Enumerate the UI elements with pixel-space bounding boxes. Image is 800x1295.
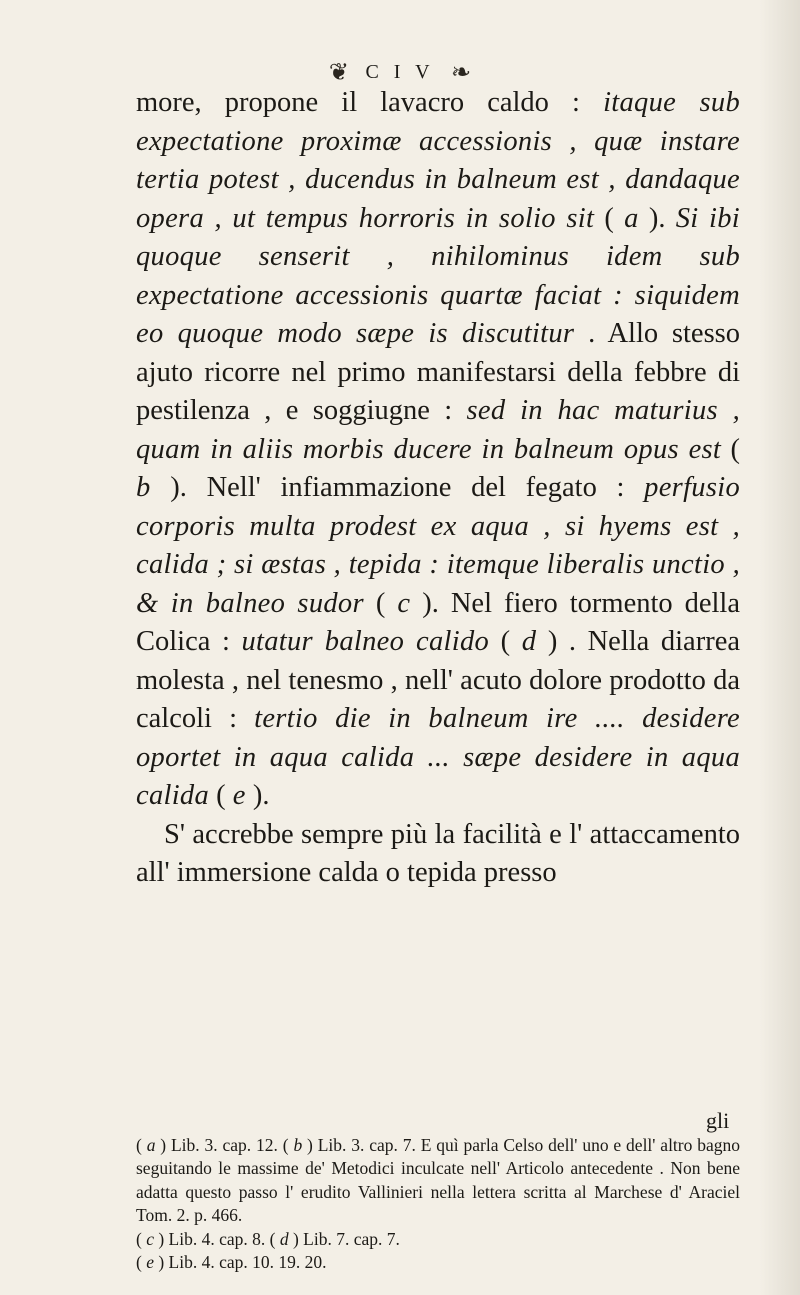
paragraph-1 [136,84,740,816]
text-run: ( [363,587,398,619]
note-letter-c: c [146,1228,154,1249]
latin-quote: utatur balneo calido [241,626,490,657]
text-run: more, propone il lavacro caldo : [136,87,604,118]
note-e-text: ) Lib. 4. cap. 10. 19. 20. [153,1252,327,1273]
latin-quote: itaque sub expectatione proximæ accessionis , quæ instare tertia potest , ducendus in balneum est , dandaque opera , ut tempus horroris in solio sit [136,87,740,234]
latin-quote: tertio die in balneum ire .... desidere oportet in aqua calida ... sæpe desidere in aqua calida [136,703,740,811]
text-run: ). [638,202,676,234]
catchword: gli [706,1108,730,1133]
text-run: ( [489,626,522,657]
note-c-text: ) Lib. 4. cap. 8. ( [153,1228,280,1249]
note-a-text: ) Lib. 3. cap. 12. ( [155,1135,294,1155]
footnote-c-d [136,1228,740,1251]
latin-quote: Si ibi quoque senserit , nihilominus idem sub expectatione accessionis quartæ faciat : siquidem eo quoque modo sæpe is discutitur [136,202,740,349]
text-run: ). [245,780,270,811]
note-b-text: ) Lib. 3. cap. 7. E quì parla Celso dell' uno e dell' altro bagno seguitando le massime de' Metodici inculcate nell' Articolo antecedente . Non bene adatta questo passo l' erudito Vallinieri nella lettera scritta al Marchese d' Araciel Tom. 2. p. 466. [136,1135,740,1226]
note-open: ( [136,1252,147,1273]
note-d-text: ) Lib. 7. cap. 7. [288,1228,400,1249]
latin-quote: perfusio corporis multa prodest ex aqua , si hyems est , calida ; si æstas , tepida : itemque liberalis unctio , & in balneo sudor [136,472,740,619]
left-ornament-icon: ❦ [328,60,349,86]
note-open: ( [136,1228,147,1249]
text-run: ( [594,202,625,234]
note-ref-a: a [624,202,639,234]
note-open: ( [136,1135,147,1155]
text-run: ). Nel fiero tormento della Colica : [136,587,741,657]
footnote-a-b [136,1134,740,1228]
note-letter-d: d [279,1228,289,1249]
footnote-e [136,1251,740,1274]
note-ref-d: d [521,626,537,657]
note-ref-c: c [397,587,411,619]
latin-quote: sed in hac maturius , quam in aliis morbis ducere in balneum opus est [136,395,740,465]
note-letter-b: b [293,1135,303,1155]
note-ref-b: b [136,472,151,503]
note-ref-e: e [232,780,246,811]
footnotes [136,1134,740,1274]
running-header [0,58,800,87]
page-number: C I V [365,61,435,83]
main-text [136,84,740,893]
text-run: . Allo stesso ajuto ricorre nel primo manifestarsi della febbre di pestilenza , e soggiugne : [136,318,741,426]
text-run: ( [721,433,740,465]
text-run: ( [209,780,233,811]
text-run: ) . Nella diarrea molesta , nel tenesmo , nell' acuto dolore prodotto da calcoli : [136,626,740,734]
note-letter-e: e [146,1252,154,1273]
text-run: ). Nell' infiammazione del fegato : [150,472,645,503]
note-letter-a: a [146,1135,156,1155]
right-ornament-icon: ❧ [451,60,472,86]
paragraph-2: S' accrebbe sempre più la facilità e l' attaccamento all' immersione calda o tepida presso [136,818,740,888]
